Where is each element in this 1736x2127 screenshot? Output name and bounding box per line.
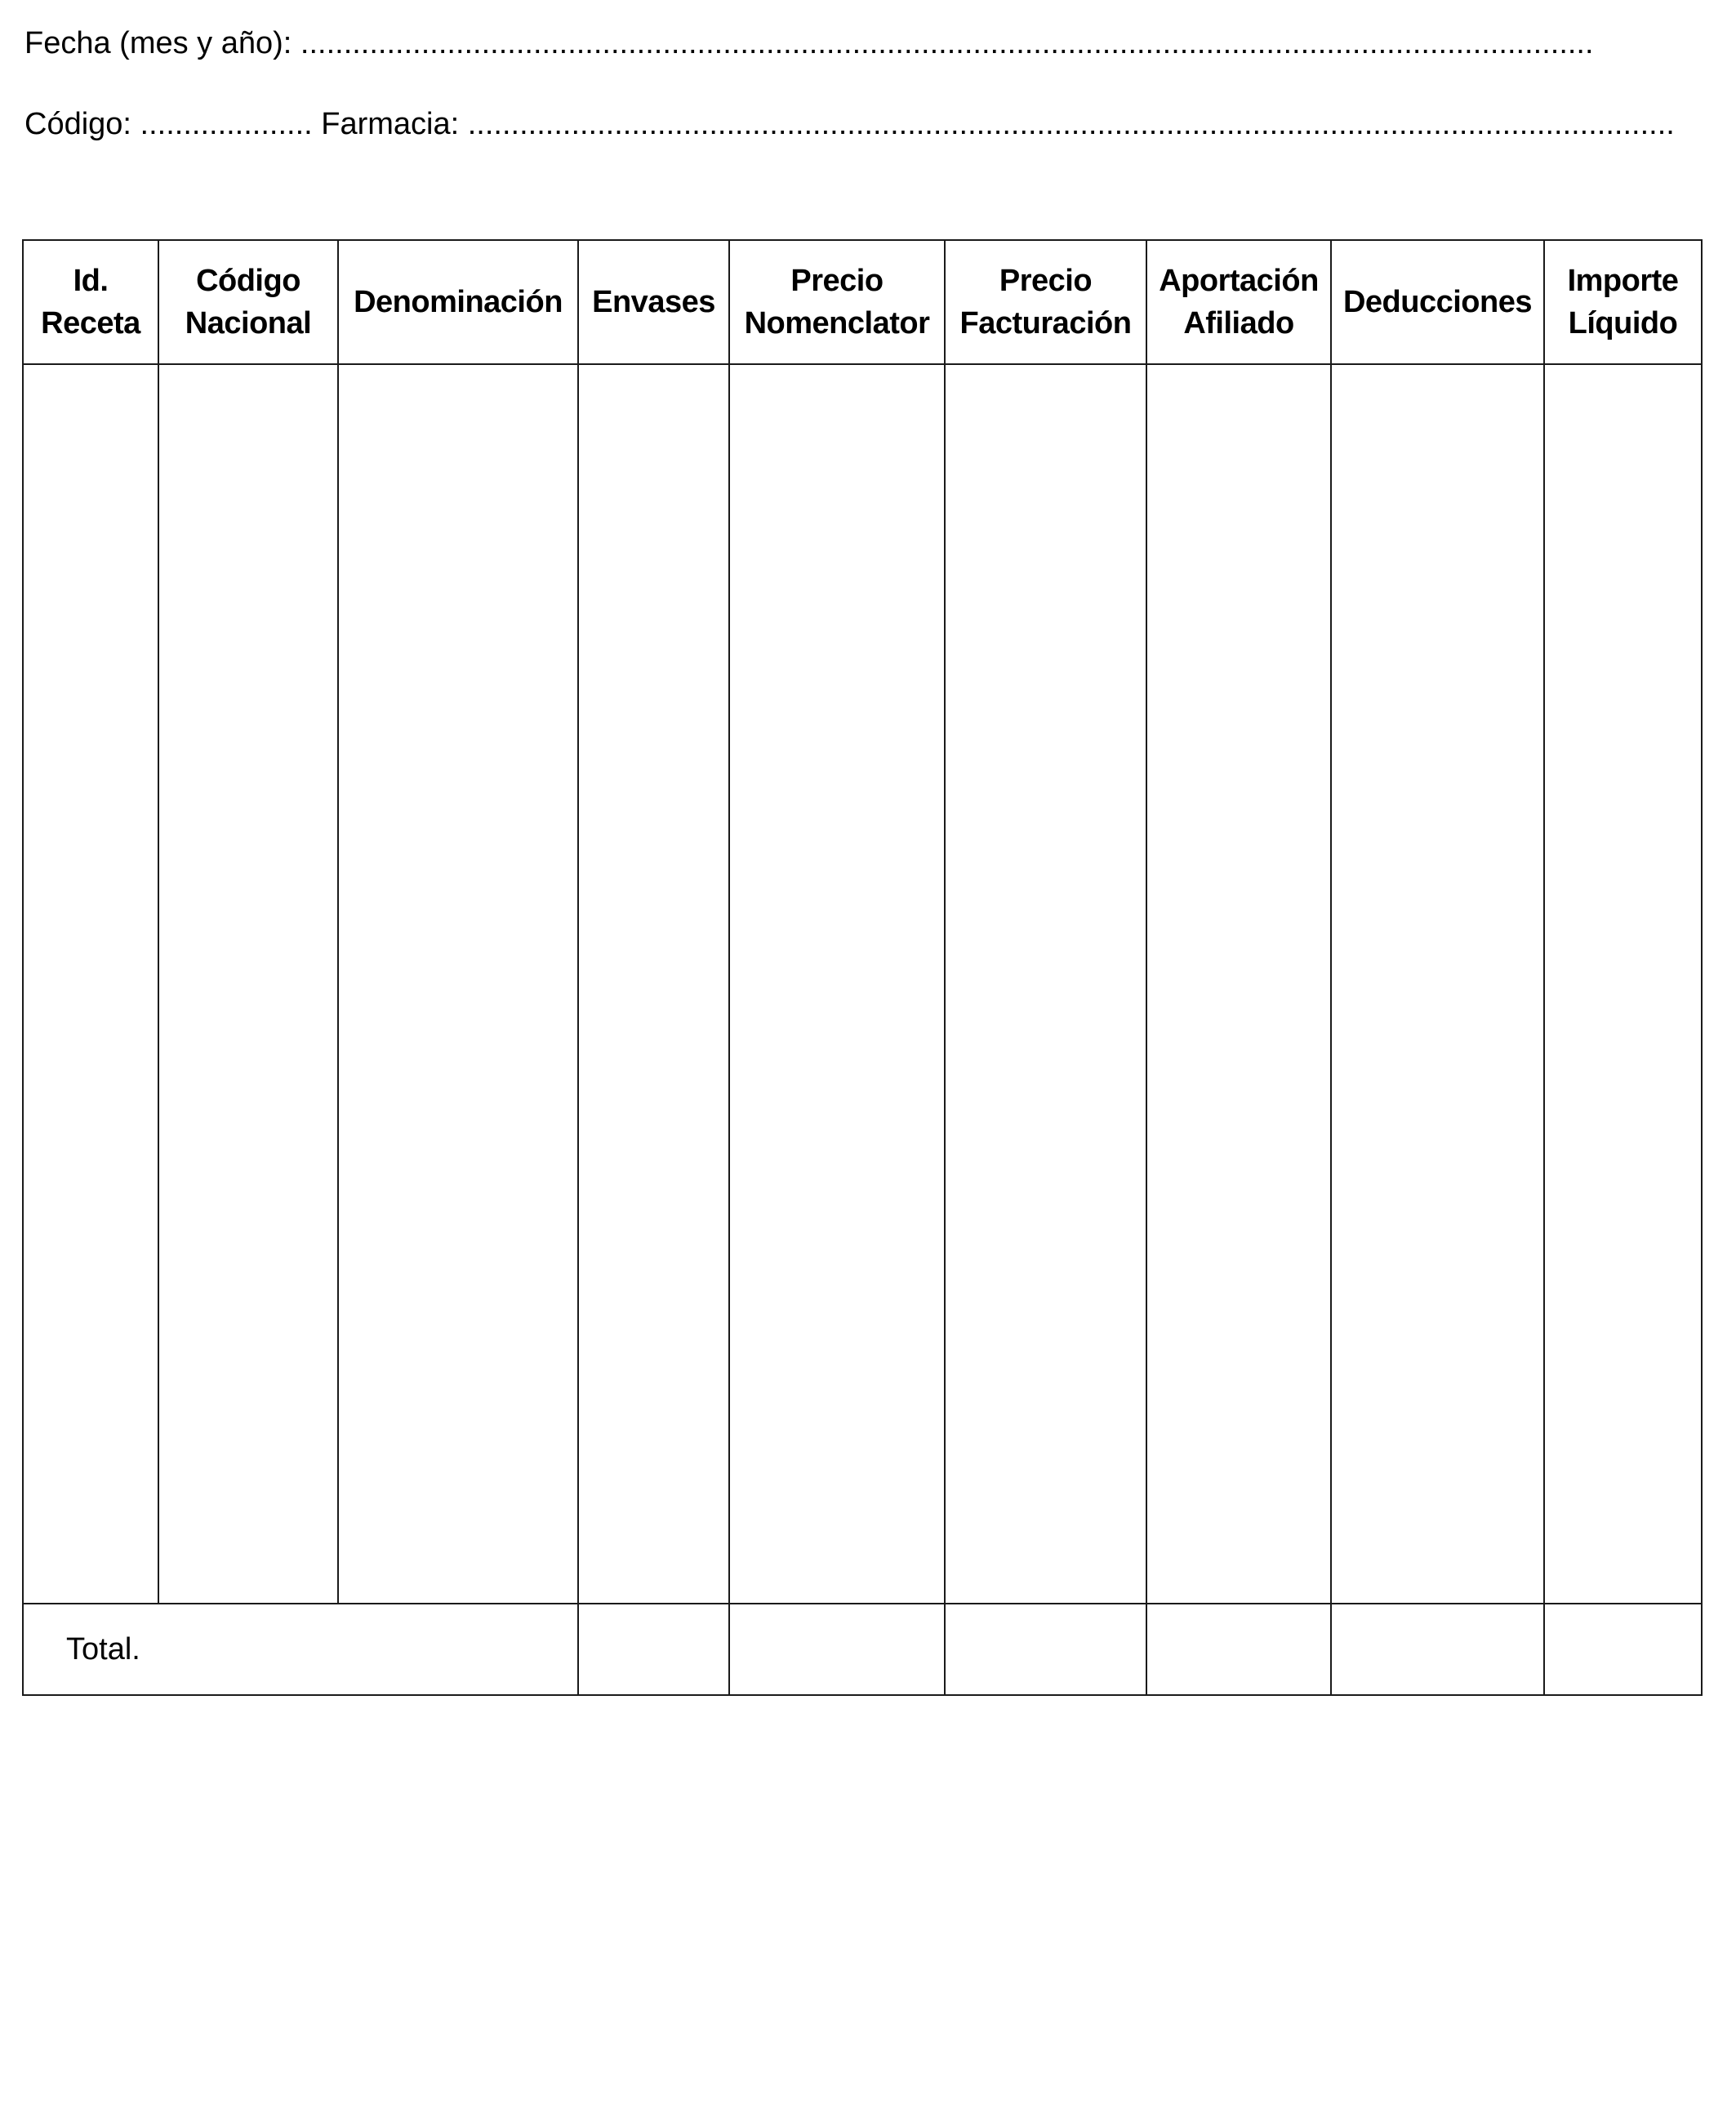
table-total-row <box>23 1604 1702 1695</box>
total-aportacion-afiliado[interactable] <box>1146 1604 1331 1695</box>
column-header-id-receta: Id. Receta <box>23 240 158 364</box>
codigo-farmacia-line <box>24 109 1675 140</box>
column-header-envases: Envases <box>578 240 729 364</box>
fecha-field[interactable]: ...................................................................................................................................................... <box>300 26 1594 60</box>
farmacia-label: Farmacia: <box>321 107 460 141</box>
total-precio-nomenclator[interactable] <box>729 1604 945 1695</box>
cell-codigo-nacional[interactable] <box>158 364 338 1604</box>
column-header-codigo-nacional: Código Nacional <box>158 240 338 364</box>
fecha-line <box>24 28 1594 59</box>
cell-aportacion-afiliado[interactable] <box>1146 364 1331 1604</box>
total-envases[interactable] <box>578 1604 729 1695</box>
table-body-row <box>23 364 1702 1604</box>
cell-precio-facturacion[interactable] <box>945 364 1146 1604</box>
total-precio-facturacion[interactable] <box>945 1604 1146 1695</box>
codigo-label: Código: <box>24 107 131 141</box>
cell-precio-nomenclator[interactable] <box>729 364 945 1604</box>
column-header-denominacion: Denominación <box>338 240 578 364</box>
column-header-precio-nomenclator: Precio Nomenclator <box>729 240 945 364</box>
total-importe-liquido[interactable] <box>1544 1604 1702 1695</box>
cell-deducciones[interactable] <box>1331 364 1544 1604</box>
column-header-deducciones: Deducciones <box>1331 240 1544 364</box>
column-header-importe-liquido: Importe Líquido <box>1544 240 1702 364</box>
total-label: Total. <box>23 1604 578 1695</box>
codigo-field[interactable]: .................... <box>140 107 313 141</box>
cell-envases[interactable] <box>578 364 729 1604</box>
cell-importe-liquido[interactable] <box>1544 364 1702 1604</box>
farmacia-field[interactable]: ............................................................................................................................................ <box>467 107 1675 141</box>
column-header-aportacion-afiliado: Aportación Afiliado <box>1146 240 1331 364</box>
recetas-table <box>22 239 1703 1696</box>
cell-id-receta[interactable] <box>23 364 158 1604</box>
fecha-label: Fecha (mes y año): <box>24 26 292 60</box>
table-header-row <box>23 240 1702 364</box>
total-deducciones[interactable] <box>1331 1604 1544 1695</box>
cell-denominacion[interactable] <box>338 364 578 1604</box>
column-header-precio-facturacion: Precio Facturación <box>945 240 1146 364</box>
